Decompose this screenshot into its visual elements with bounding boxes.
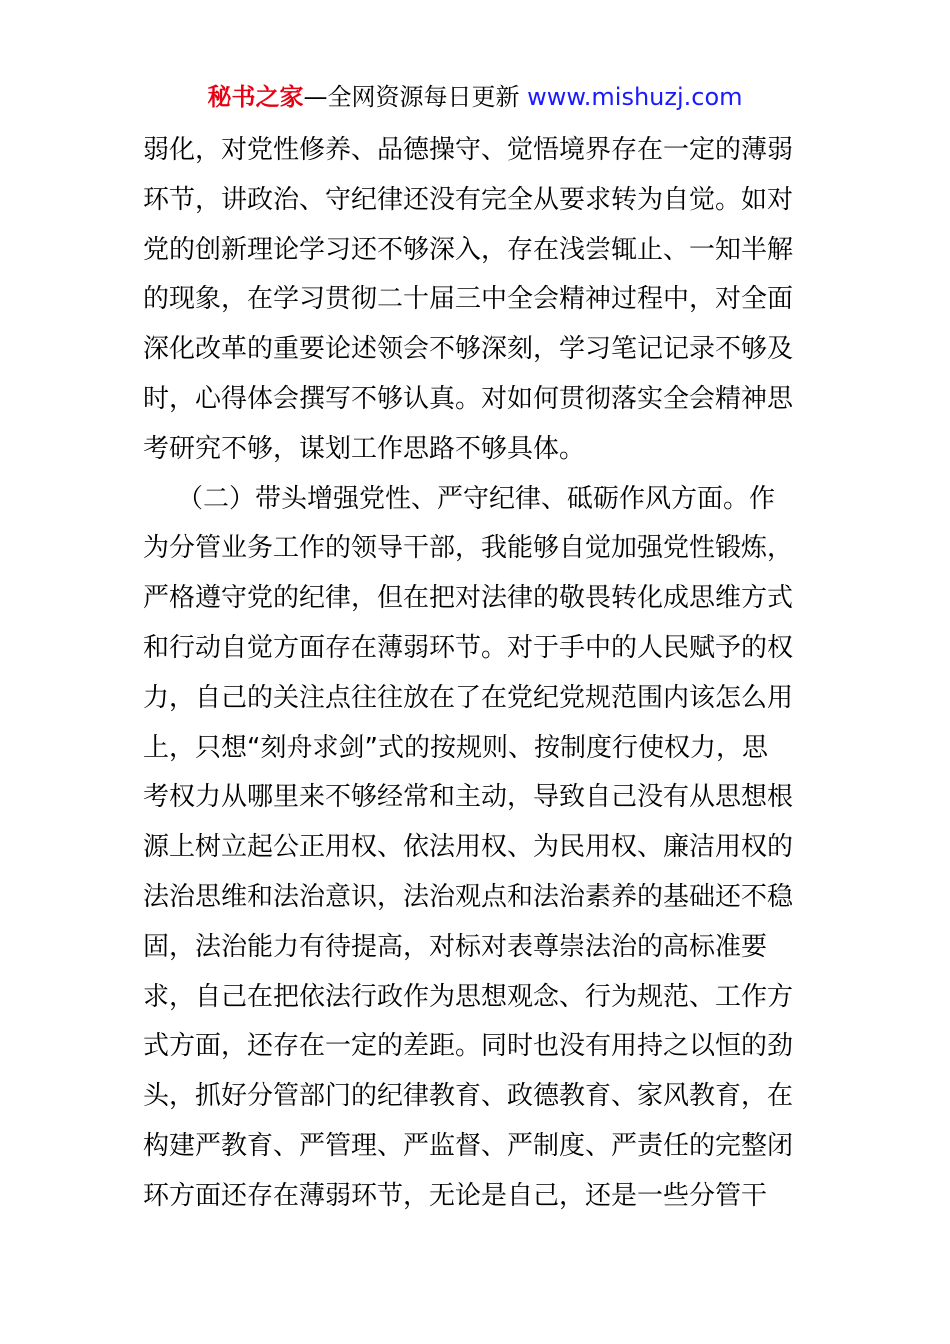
- text-line: 构建严教育、严管理、严监督、严制度、严责任的完整闭: [143, 1130, 794, 1161]
- text-line: 固，法治能力有待提高，对标对表尊崇法治的高标准要: [143, 931, 768, 962]
- text-line: 式方面，还存在一定的差距。同时也没有用持之以恒的劲: [143, 1031, 794, 1062]
- text-line: 严格遵守党的纪律，但在把对法律的敬畏转化成思维方式: [143, 583, 794, 614]
- text-line: 环方面还存在薄弱环节，无论是自己，还是一些分管干: [143, 1180, 768, 1211]
- paragraph-1: [143, 126, 808, 475]
- text-line: 时，心得体会撰写不够认真。对如何贯彻落实全会精神思: [143, 383, 794, 414]
- text-line: 弱化，对党性修养、品德操守、觉悟境界存在一定的薄弱: [143, 135, 794, 165]
- site-url-link[interactable]: www.mishuzj.com: [527, 83, 743, 111]
- text-line: 考研究不够，谋划工作思路不够具体。: [143, 433, 586, 464]
- paragraph-2: [143, 475, 808, 1222]
- text-line: 和行动自觉方面存在薄弱环节。对于手中的人民赋予的权: [143, 632, 794, 663]
- text-line: 法治思维和法治意识，法治观点和法治素养的基础还不稳: [143, 881, 794, 912]
- text-line: 环节，讲政治、守纪律还没有完全从要求转为自觉。如对: [143, 184, 794, 215]
- section-heading-line: （二）带头增强党性、严守纪律、砥砺作风方面。作: [177, 483, 776, 514]
- text-line: 上，只想“刻舟求剑”式的按规则、按制度行使权力，思: [143, 732, 768, 763]
- header-tagline: —全网资源每日更新: [303, 83, 520, 111]
- text-line: 党的创新理论学习还不够深入，存在浅尝辄止、一知半解: [143, 234, 794, 265]
- text-line: 考权力从哪里来不够经常和主动，导致自己没有从思想根: [143, 782, 794, 813]
- text-line: 头，抓好分管部门的纪律教育、政德教育、家风教育，在: [143, 1081, 794, 1112]
- text-line: 深化改革的重要论述领会不够深刻，学习笔记记录不够及: [143, 334, 794, 365]
- brand-name: 秘书之家: [207, 83, 304, 111]
- text-line: 力，自己的关注点往往放在了在党纪党规范围内该怎么用: [143, 682, 794, 713]
- text-line: 求，自己在把依法行政作为思想观念、行为规范、工作方: [143, 981, 794, 1012]
- site-header: [0, 80, 950, 114]
- document-body: [143, 126, 808, 1222]
- text-line: 为分管业务工作的领导干部，我能够自觉加强党性锻炼，: [143, 533, 794, 564]
- text-line: 的现象，在学习贯彻二十届三中全会精神过程中，对全面: [143, 284, 794, 315]
- text-line: 源上树立起公正用权、依法用权、为民用权、廉洁用权的: [143, 832, 794, 863]
